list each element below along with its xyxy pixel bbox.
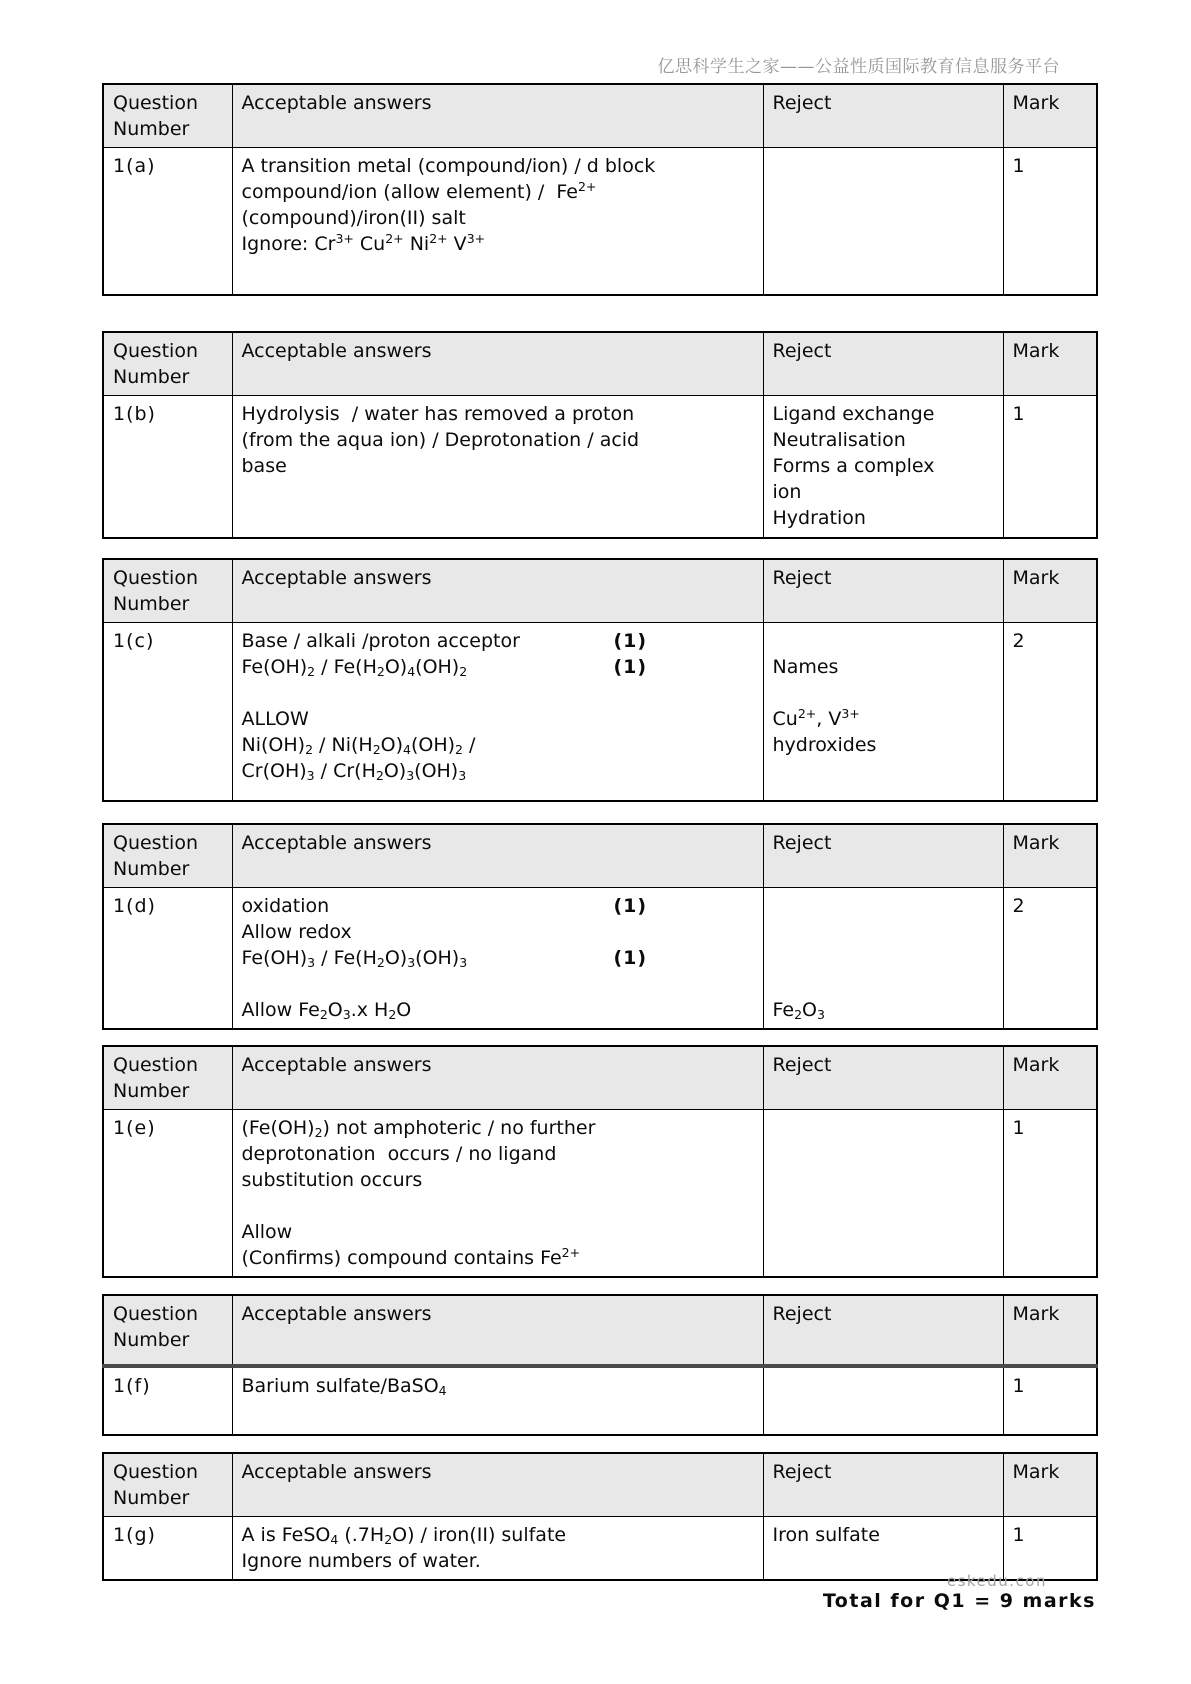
reject-line (773, 680, 994, 706)
reject-line (773, 893, 994, 919)
reject-cell (763, 148, 1003, 295)
answer-line (242, 1193, 754, 1219)
column-header-mark: Mark (1003, 332, 1097, 396)
answer-line: (compound)/iron(II) salt (241, 207, 466, 229)
question-number: 1(d) (103, 887, 232, 1029)
reject-line: Hydration (772, 506, 866, 529)
column-header-question-number: Question Number (103, 824, 232, 888)
answer-line: (Confirms) compound contains $Fe^{2+}$ (241, 1244, 581, 1269)
column-header-reject: Reject (763, 1295, 1003, 1366)
column-header-acceptable-answers: Acceptable answers (232, 1046, 763, 1110)
answer-line: ALLOW (241, 708, 309, 730)
answer-line: A is FeSO$_4$ $(.7H_2O)$ / iron(II) sulfate (241, 1523, 567, 1547)
column-header-mark: Mark (1003, 824, 1097, 888)
column-header-reject: Reject (763, 84, 1003, 148)
column-header-acceptable-answers: Acceptable answers (232, 1453, 763, 1517)
answer-line: $(Fe(OH)_2)$ not amphoteric / no further (241, 1116, 596, 1140)
column-header-mark: Mark (1003, 1453, 1097, 1517)
question-number: 1(a) (103, 148, 232, 295)
question-number: 1(e) (103, 1109, 232, 1277)
reject-line: ion (772, 480, 802, 503)
acceptable-answers-cell (232, 148, 763, 295)
column-header-mark: Mark (1003, 84, 1097, 148)
reject-cell (763, 395, 1003, 538)
reject-cell (763, 1109, 1003, 1277)
mark-value: 1 (1003, 148, 1097, 295)
question-number: 1(f) (103, 1366, 232, 1435)
column-header-reject: Reject (763, 1046, 1003, 1110)
column-header-question-number: Question Number (103, 332, 232, 396)
column-header-question-number: Question Number (103, 559, 232, 623)
reject-line (773, 919, 994, 945)
mark-table-1a (102, 83, 1098, 296)
reject-line: Names (772, 656, 839, 678)
mark-table-1f (102, 1294, 1098, 1436)
reject-line: $Cu^{2+}$, $V^{3+}$ (772, 706, 860, 730)
answer-line (242, 971, 754, 997)
answer-line: deprotonation occurs / no ligand (241, 1142, 557, 1165)
acceptable-answers-cell (232, 887, 763, 1029)
answer-line: $Ni(OH)_2 / Ni(H_2O)_4(OH)_2$ / (241, 734, 476, 757)
acceptable-answers-cell (232, 623, 763, 801)
column-header-question-number: Question Number (103, 1295, 232, 1366)
question-number: 1(c) (103, 623, 232, 801)
answer-line: $Cr(OH)_3 / Cr(H_2O)_3(OH)_3$ (241, 760, 467, 783)
answer-line: $Fe(OH)_3 / Fe(H_2O)_3(OH)_3$ (1) (241, 946, 648, 970)
reject-cell (763, 1516, 1003, 1580)
column-header-mark: Mark (1003, 559, 1097, 623)
answer-line: compound/ion (allow element) / $Fe^{2+}$ (241, 179, 597, 203)
column-header-reject: Reject (763, 824, 1003, 888)
answer-line: Allow redox (241, 920, 352, 943)
reject-line: Iron sulfate (772, 1523, 880, 1546)
column-header-acceptable-answers: Acceptable answers (232, 84, 763, 148)
reject-line (773, 628, 994, 654)
column-header-question-number: Question Number (103, 1453, 232, 1517)
mark-value: 1 (1003, 1366, 1097, 1435)
total-marks-line: Total for Q1 = 9 marks (822, 1589, 1096, 1612)
column-header-acceptable-answers: Acceptable answers (232, 1295, 763, 1366)
column-header-question-number: Question Number (103, 1046, 232, 1110)
question-number: 1(g) (103, 1516, 232, 1580)
reject-line (773, 971, 994, 997)
acceptable-answers-cell (232, 1366, 763, 1435)
mark-table-1b (102, 331, 1098, 540)
mark-value: 1 (1003, 1109, 1097, 1277)
acceptable-answers-cell (232, 1109, 763, 1277)
reject-line: Forms a complex (772, 454, 935, 477)
answer-line: (from the aqua ion) / Deprotonation / acid (241, 428, 640, 451)
acceptable-answers-cell (232, 395, 763, 538)
answer-line (242, 680, 754, 706)
answer-line: base (241, 454, 287, 477)
answer-line: A transition metal (compound/ion) / d block (241, 155, 656, 177)
column-header-mark: Mark (1003, 1046, 1097, 1110)
mark-value: 2 (1003, 887, 1097, 1029)
answer-line: $Fe(OH)_2 / Fe(H_2O)_4(OH)_2$ (1) (241, 656, 648, 679)
column-header-acceptable-answers: Acceptable answers (232, 824, 763, 888)
mark-value: 1 (1003, 1516, 1097, 1580)
site-banner-text: 亿思科学生之家——公益性质国际教育信息服务平台 (657, 57, 1060, 77)
point-mark: (1) (613, 630, 648, 652)
column-header-reject: Reject (763, 332, 1003, 396)
answer-line: Allow $Fe_2O_3.x$ $H_2O$ (241, 998, 412, 1022)
reject-cell (763, 623, 1003, 801)
column-header-reject: Reject (763, 559, 1003, 623)
answer-line: Barium sulfate/BaSO$_4$ (241, 1374, 447, 1398)
column-header-reject: Reject (763, 1453, 1003, 1517)
reject-line: Ligand exchange (772, 402, 935, 425)
mark-value: 2 (1003, 623, 1097, 801)
reject-line: $Fe_2O_3$ (772, 998, 825, 1022)
answer-line: substitution occurs (241, 1168, 423, 1191)
reject-cell (763, 887, 1003, 1029)
reject-line: hydroxides (772, 734, 877, 756)
column-header-question-number: Question Number (103, 84, 232, 148)
column-header-acceptable-answers: Acceptable answers (232, 332, 763, 396)
answer-line: Base / alkali /proton acceptor (1) (241, 630, 648, 652)
column-header-mark: Mark (1003, 1295, 1097, 1366)
column-header-acceptable-answers: Acceptable answers (232, 559, 763, 623)
mark-table-1c (102, 558, 1098, 802)
point-mark: (1) (613, 894, 648, 917)
answer-line: Ignore numbers of water. (241, 1549, 481, 1572)
answer-line: Allow (241, 1220, 293, 1243)
acceptable-answers-cell (232, 1516, 763, 1580)
mark-table-1d (102, 823, 1098, 1030)
mark-table-1g (102, 1452, 1098, 1581)
answer-line: Ignore: $Cr^{3+}$ $Cu^{2+}$ $Ni^{2+}$ $V^{3+}$ (241, 231, 486, 255)
answer-line: oxidation (1) (241, 894, 648, 917)
reject-line (773, 945, 994, 971)
mark-table-1e (102, 1045, 1098, 1278)
reject-line: Neutralisation (772, 428, 906, 451)
mark-value: 1 (1003, 395, 1097, 538)
reject-cell (763, 1366, 1003, 1435)
point-mark: (1) (613, 946, 648, 969)
question-number: 1(b) (103, 395, 232, 538)
point-mark: (1) (613, 656, 648, 678)
watermark-text: eskedu.con (946, 1572, 1047, 1590)
mark-scheme-tables (102, 83, 1096, 1612)
answer-line: Hydrolysis / water has removed a proton (241, 402, 635, 425)
